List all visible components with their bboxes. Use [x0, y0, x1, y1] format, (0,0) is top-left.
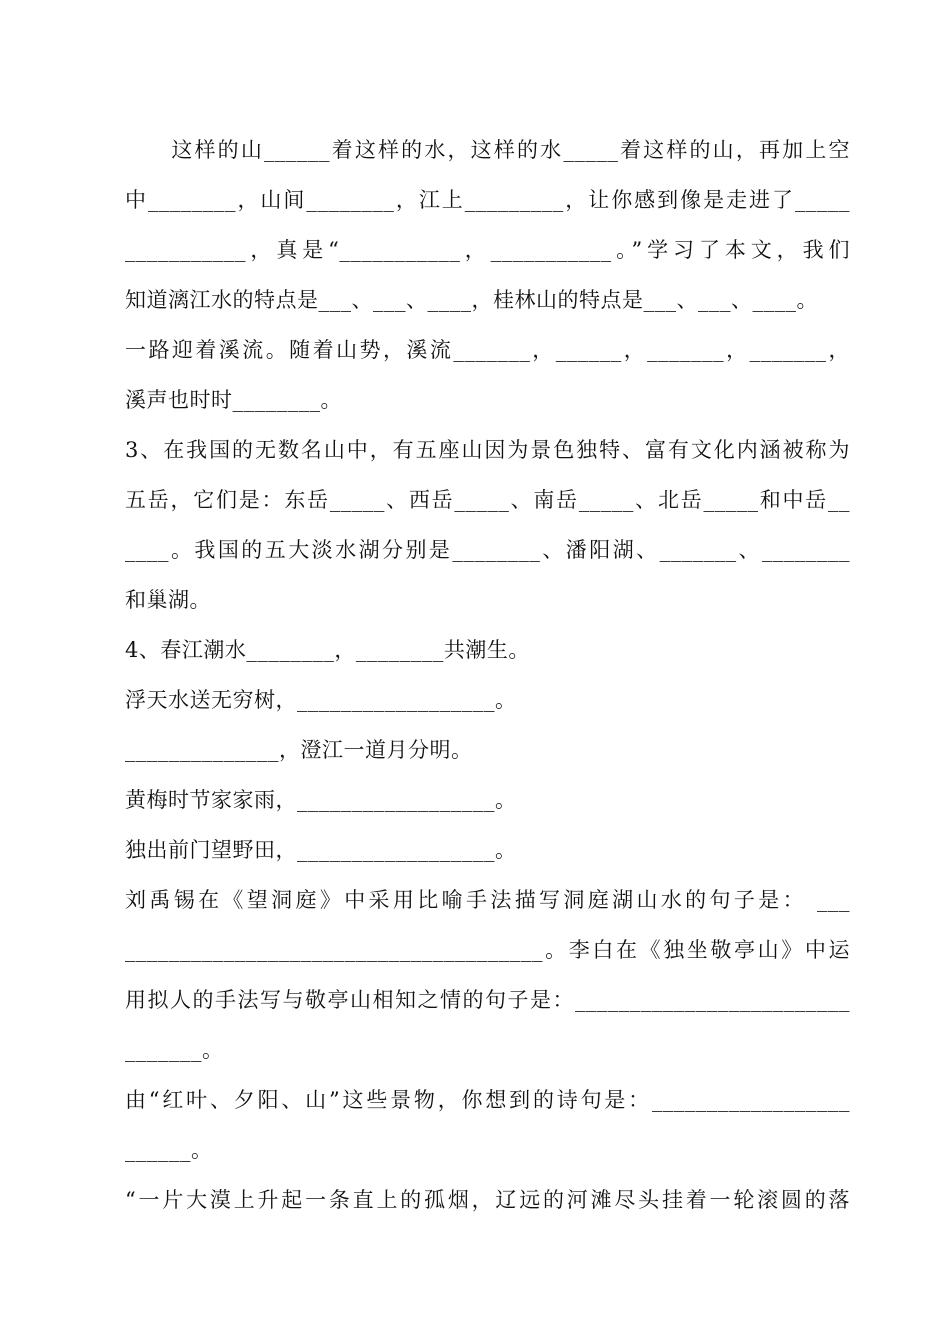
text-line: 一路迎着溪流。随着山势，溪流_______，______，_______，_______， [125, 338, 850, 362]
text-line: “一片大漠上升起一条直上的孤烟，辽远的河滩尽头挂着一轮滚圆的落 [125, 1188, 850, 1212]
text-line: 3、在我国的无数名山中，有五座山因为景色独特、富有文化内涵被称为 [125, 438, 850, 462]
text-line: 五岳，它们是：东岳_____、西岳_____、南岳_____、北岳_____和中岳__ [125, 488, 850, 512]
text-line: ______。 [125, 1138, 213, 1162]
text-line: 中________，山间________，江上_________，让你感到像是走进了_____ [125, 188, 850, 212]
text-line: 和巢湖。 [125, 588, 211, 612]
text-line: 浮天水送无穷树，__________________。 [125, 688, 517, 712]
text-line: 黄梅时节家家雨，__________________。 [125, 788, 517, 812]
text-line: ______________，澄江一道月分明。 [125, 738, 473, 762]
text-line: 4、春江潮水________，________共潮生。 [125, 638, 530, 662]
text-line: 知道漓江水的特点是___、___、____，桂林山的特点是___、___、____。 [125, 288, 818, 312]
text-line: 独出前门望野田，__________________。 [125, 838, 517, 862]
text-line: ______________________________________。李白在《独坐敬亭山》中运 [125, 938, 850, 962]
text-line: ____。我国的五大淡水湖分别是________、潘阳湖、_______、________ [125, 538, 850, 562]
text-line: 用拟人的手法写与敬亭山相知之情的句子是：_________________________ [125, 988, 850, 1012]
text-line: 由“红叶、夕阳、山”这些景物，你想到的诗句是：__________________ [125, 1088, 850, 1112]
text-line: 溪声也时时________。 [125, 388, 342, 412]
text-line: ___________，真是“___________，___________。”学习了本文，我们 [125, 238, 850, 262]
text-line: 刘禹锡在《望洞庭》中采用比喻手法描写洞庭湖山水的句子是： ___ [125, 888, 850, 912]
text-line: 这样的山______着这样的水，这样的水_____着这样的山，再加上空 [125, 138, 850, 162]
text-line: _______。 [125, 1038, 224, 1062]
